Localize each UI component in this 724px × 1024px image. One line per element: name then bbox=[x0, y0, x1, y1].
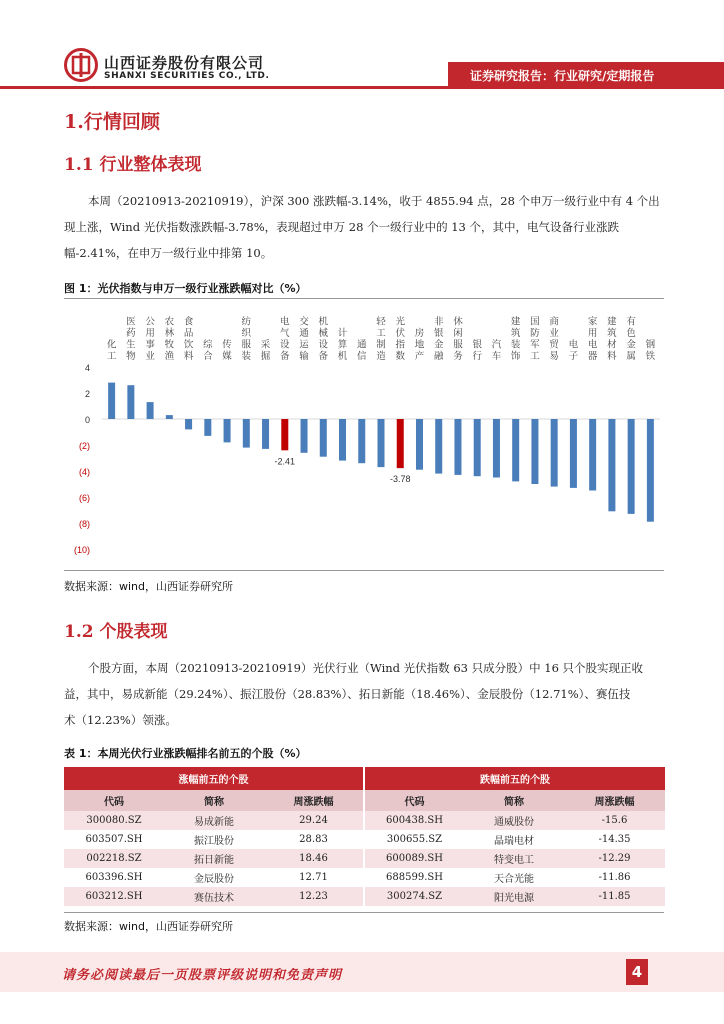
table-source: 数据来源：wind，山西证券研究所 bbox=[64, 920, 234, 933]
bar-计算机 bbox=[339, 419, 346, 461]
category-label: 食品饮料 bbox=[183, 316, 194, 362]
table-group-header-row bbox=[64, 767, 665, 790]
bar-汽车 bbox=[493, 419, 500, 478]
paragraph-line: 术（12.23%）领涨。 bbox=[64, 713, 177, 727]
figure-top-rule bbox=[64, 298, 664, 299]
table-cell: -15.6 bbox=[564, 811, 665, 830]
table-cell: 603507.SH bbox=[64, 830, 164, 849]
bar-交通运输 bbox=[301, 419, 308, 453]
table-cell: 易成新能 bbox=[164, 811, 264, 830]
table-column-header-row bbox=[64, 790, 665, 811]
bar-建筑材料 bbox=[608, 419, 615, 511]
section-title-market-review: 1.行情回顾 bbox=[64, 111, 160, 133]
stock-performance-paragraph bbox=[64, 655, 664, 733]
table-cell: -14.35 bbox=[564, 830, 665, 849]
y-tick-label: (2) bbox=[79, 441, 90, 451]
bar-商业贸易 bbox=[551, 419, 558, 487]
table-cell: 29.24 bbox=[264, 811, 364, 830]
table-cell: 002218.SZ bbox=[64, 849, 164, 868]
table-cell: 603396.SH bbox=[64, 868, 164, 887]
y-tick-label: 2 bbox=[84, 389, 90, 399]
header-divider bbox=[0, 86, 724, 89]
bar-采掘 bbox=[262, 419, 269, 449]
category-label: 房地产 bbox=[414, 328, 425, 362]
table-cell: 特变电工 bbox=[464, 849, 564, 868]
bar-食品饮料 bbox=[185, 419, 192, 429]
category-label: 光伏指数 bbox=[395, 316, 405, 362]
y-tick-label: 4 bbox=[84, 363, 90, 373]
category-label: 国防军工 bbox=[530, 316, 540, 362]
category-label: 电气设备 bbox=[280, 316, 290, 362]
group-header-down: 跌幅前五的个股 bbox=[364, 767, 665, 790]
table-cell: 12.71 bbox=[264, 868, 364, 887]
report-type-banner: 证券研究报告：行业研究/定期报告 bbox=[448, 62, 724, 86]
bar-传媒 bbox=[224, 419, 231, 442]
paragraph-line: 个股方面，本周（20210913-20210919）光伏行业（Wind 光伏指数 63 只成分股）中 16 只个股实现正收 bbox=[88, 661, 644, 675]
table-row bbox=[64, 887, 665, 906]
figure-bottom-rule bbox=[64, 570, 664, 571]
category-label: 传媒 bbox=[222, 339, 232, 362]
category-label: 银行 bbox=[472, 339, 482, 362]
column-header: 代码 bbox=[64, 790, 164, 811]
table-cell: 拓日新能 bbox=[164, 849, 264, 868]
bar-农林牧渔 bbox=[166, 415, 173, 419]
footer-disclaimer: 请务必阅读最后一页股票评级说明和免责声明 bbox=[62, 968, 343, 983]
table-cell: 300655.SZ bbox=[364, 830, 464, 849]
bar-公用事业 bbox=[147, 402, 154, 419]
category-label: 交通运输 bbox=[299, 316, 309, 362]
table-row bbox=[64, 811, 665, 830]
category-label: 采掘 bbox=[260, 339, 271, 362]
page-header bbox=[0, 0, 724, 95]
table-row bbox=[64, 849, 665, 868]
y-tick-label: 0 bbox=[84, 415, 90, 425]
y-tick-label: (6) bbox=[79, 493, 90, 503]
table-cell: -11.85 bbox=[564, 887, 665, 906]
column-header: 周涨跌幅 bbox=[564, 790, 665, 811]
table-cell: 603212.SH bbox=[64, 887, 164, 906]
paragraph-line: 现上涨，Wind 光伏指数涨跌幅-3.78%，表现超过申万 28 个一级行业中的 13 个，其中，电气设备行业涨跌 bbox=[64, 220, 620, 234]
bar-休闲服务 bbox=[454, 419, 461, 475]
industry-performance-paragraph bbox=[64, 188, 664, 266]
top-five-stocks-table bbox=[64, 767, 665, 906]
table-cell: 晶瑞电材 bbox=[464, 830, 564, 849]
category-label: 建筑材料 bbox=[607, 316, 617, 362]
industry-comparison-chart bbox=[64, 301, 664, 567]
bar-光伏指数 bbox=[397, 419, 404, 468]
bar-综合 bbox=[204, 419, 211, 436]
bar-有色金属 bbox=[628, 419, 635, 514]
group-header-up: 涨幅前五的个股 bbox=[64, 767, 364, 790]
bar-纺织服装 bbox=[243, 419, 250, 448]
bar-房地产 bbox=[416, 419, 423, 470]
table-cell: 振江股份 bbox=[164, 830, 264, 849]
bar-轻工制造 bbox=[378, 419, 385, 467]
figure-source: 数据来源：wind，山西证券研究所 bbox=[64, 580, 234, 593]
category-label: 汽车 bbox=[491, 339, 502, 362]
table-row bbox=[64, 830, 665, 849]
category-label: 纺织服装 bbox=[241, 316, 252, 362]
bar-家用电器 bbox=[589, 419, 596, 491]
y-tick-label: (8) bbox=[79, 519, 90, 529]
company-name-en: SHANXI SECURITIES CO., LTD. bbox=[104, 71, 270, 81]
table-row bbox=[64, 868, 665, 887]
table-cell: 18.46 bbox=[264, 849, 364, 868]
column-header: 周涨跌幅 bbox=[264, 790, 364, 811]
category-label: 休闲服务 bbox=[453, 316, 463, 362]
table-cell: -12.29 bbox=[564, 849, 665, 868]
bar-电气设备 bbox=[281, 419, 288, 450]
bar-非银金融 bbox=[435, 419, 442, 474]
category-label: 公用事业 bbox=[145, 316, 155, 362]
table-cell: 300274.SZ bbox=[364, 887, 464, 906]
y-tick-label: (4) bbox=[79, 467, 90, 477]
column-header: 简称 bbox=[164, 790, 264, 811]
page-footer bbox=[0, 952, 724, 992]
section-title-stock-performance: 1.2 个股表现 bbox=[64, 622, 168, 642]
section-title-industry-performance: 1.1 行业整体表现 bbox=[64, 155, 202, 175]
table-cell: 300080.SZ bbox=[64, 811, 164, 830]
table-bottom-rule bbox=[64, 912, 664, 913]
paragraph-line: 益，其中，易成新能（29.24%）、振江股份（28.83%）、拓日新能（18.46%）、金辰股份（12.71%）、赛伍技 bbox=[64, 687, 631, 701]
category-label: 化工 bbox=[106, 339, 117, 362]
figure-caption: 图 1：光伏指数与申万一级行业涨跌幅对比（%） bbox=[64, 282, 307, 295]
bar-国防军工 bbox=[531, 419, 538, 484]
table-cell: 600438.SH bbox=[364, 811, 464, 830]
data-label: -3.78 bbox=[389, 474, 411, 485]
bar-银行 bbox=[474, 419, 481, 476]
table-cell: 通威股份 bbox=[464, 811, 564, 830]
category-label: 轻工制造 bbox=[376, 316, 386, 362]
table-cell: 金辰股份 bbox=[164, 868, 264, 887]
category-label: 有色金属 bbox=[626, 316, 636, 362]
table-cell: 600089.SH bbox=[364, 849, 464, 868]
bar-钢铁 bbox=[647, 419, 654, 522]
column-header: 简称 bbox=[464, 790, 564, 811]
category-label: 综合 bbox=[203, 339, 213, 362]
company-logo-icon bbox=[64, 48, 98, 82]
category-label: 商业贸易 bbox=[549, 316, 559, 362]
category-label: 钢铁 bbox=[645, 339, 656, 362]
company-name-cn: 山西证券股份有限公司 bbox=[104, 54, 265, 72]
bar-通信 bbox=[358, 419, 365, 463]
table-cell: 阳光电源 bbox=[464, 887, 564, 906]
paragraph-line: 本周（20210913-20210919），沪深 300 涨跌幅-3.14%，收于 4855.94 点，28 个申万一级行业中有 4 个出 bbox=[88, 194, 660, 208]
category-label: 电子 bbox=[568, 339, 579, 362]
table-cell: 688599.SH bbox=[364, 868, 464, 887]
bar-机械设备 bbox=[320, 419, 327, 457]
page-number: 4 bbox=[626, 959, 648, 985]
bar-化工 bbox=[108, 383, 115, 419]
category-label: 医药生物 bbox=[126, 316, 136, 362]
category-label: 农林牧渔 bbox=[164, 316, 175, 362]
paragraph-line: 幅-2.41%，在申万一级行业中排第 10。 bbox=[64, 246, 273, 260]
category-label: 家用电器 bbox=[587, 316, 598, 362]
table-caption: 表 1：本周光伏行业涨跌幅排名前五的个股（%） bbox=[64, 747, 307, 760]
table-cell: 28.83 bbox=[264, 830, 364, 849]
table-cell: -11.86 bbox=[564, 868, 665, 887]
data-label: -2.41 bbox=[274, 456, 296, 467]
column-header: 代码 bbox=[364, 790, 464, 811]
bar-电子 bbox=[570, 419, 577, 488]
y-tick-label: (10) bbox=[73, 545, 90, 555]
table-cell: 12.23 bbox=[264, 887, 364, 906]
category-label: 机械设备 bbox=[318, 316, 329, 362]
category-label: 计算机 bbox=[337, 328, 348, 362]
bar-建筑装饰 bbox=[512, 419, 519, 481]
category-label: 通信 bbox=[357, 339, 367, 362]
chart-svg bbox=[64, 301, 664, 567]
category-label: 非银金融 bbox=[433, 316, 444, 362]
table-cell: 赛伍技术 bbox=[164, 887, 264, 906]
table-cell: 天合光能 bbox=[464, 868, 564, 887]
category-label: 建筑装饰 bbox=[510, 316, 521, 362]
bar-医药生物 bbox=[127, 385, 134, 419]
